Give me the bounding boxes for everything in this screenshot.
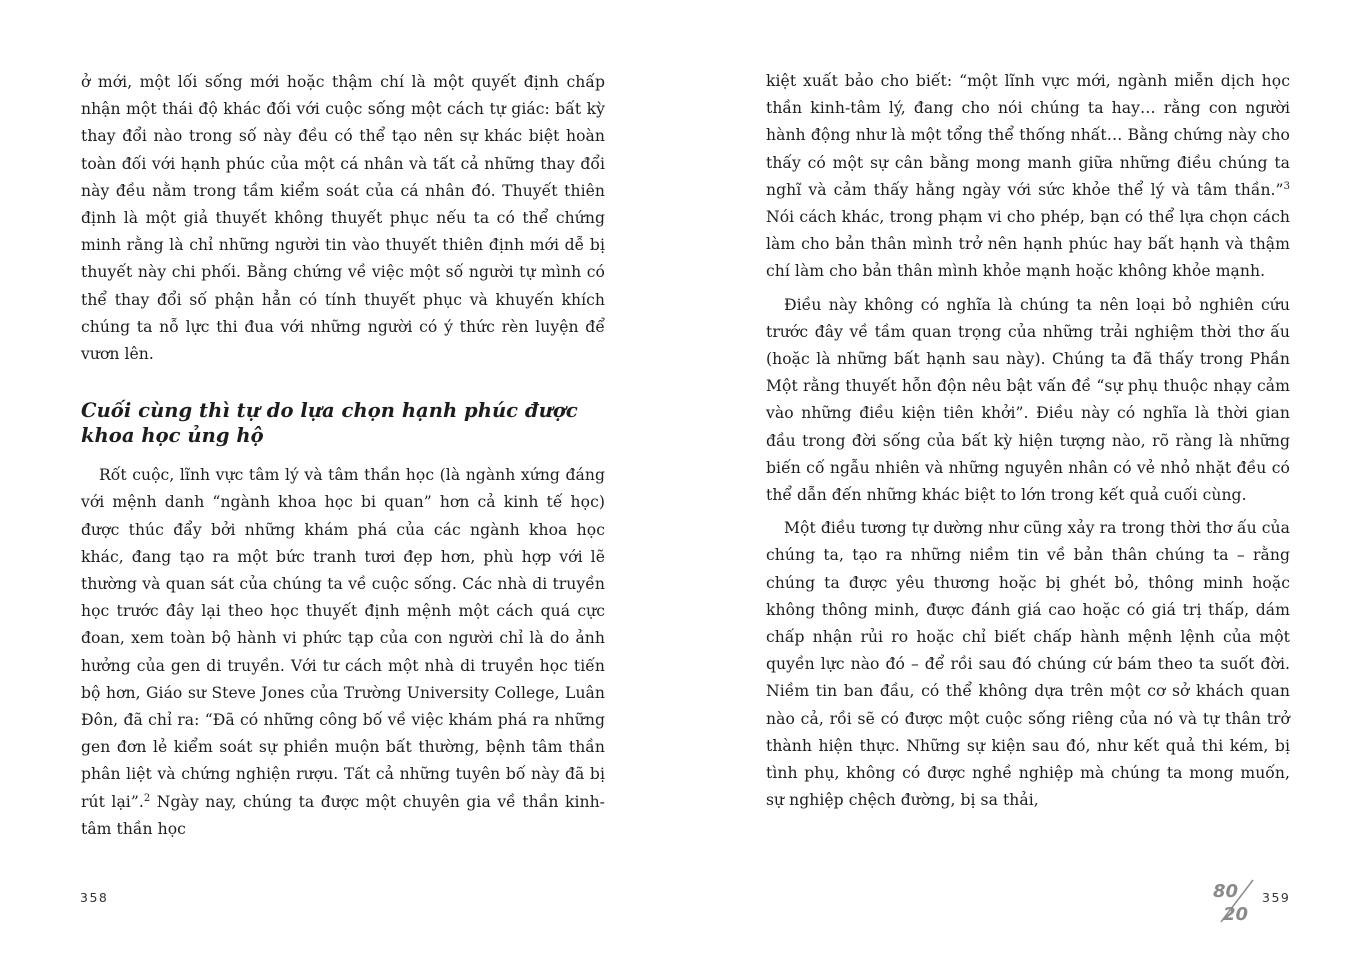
right-paragraph-1-end: Nói cách khác, trong phạm vi cho phép, bạn có thể lựa chọn cách làm cho bản thân mình trở nên hạnh phúc hay bất hạnh và thậm chí làm cho bản thân mình khỏe mạnh hoặc không khỏe mạnh. xyxy=(766,208,1290,281)
section-heading: Cuối cùng thì tự do lựa chọn hạnh phúc được khoa học ủng hộ xyxy=(81,399,578,448)
right-page-text xyxy=(766,68,1290,814)
left-paragraph-2 xyxy=(81,462,605,843)
right-paragraph-1-text: kiệt xuất bảo cho biết: “một lĩnh vực mới, ngành miễn dịch học thần kinh-tâm lý, đang cho nói chúng ta hay… rằng con người hành động như là một tổng thể thống nhất… Bằng chứng này cho thấy có một sự cân bằng mong manh giữa những điều chúng ta nghĩ và cảm thấy hằng ngày với sức khỏe thể lý và tâm thần.” xyxy=(766,72,1290,199)
footnote-marker-2[interactable]: 2 xyxy=(143,792,151,804)
footnote-marker-3[interactable]: 3 xyxy=(1283,180,1290,192)
logo-bottom-number: 20 xyxy=(1223,904,1249,924)
right-page xyxy=(685,0,1370,969)
page-number-right: 359 xyxy=(1262,890,1291,905)
left-paragraph-2-text: Rốt cuộc, lĩnh vực tâm lý và tâm thần học (là ngành xứng đáng với mệnh danh “ngành khoa học bi quan” hơn cả kinh tế học) được thúc đẩy bởi những khám phá của các ngành khoa học khác, đang tạo ra một bức tranh tươi đẹp hơn, phù hợp với lẽ thường và quan sát của chúng ta về cuộc sống. Các nhà di truyền học trước đây lại theo học thuyết định mệnh một cách quá cực đoan, xem toàn bộ hành vi phức tạp của con người chỉ là do ảnh hưởng của gen di truyền. Với tư cách một nhà di truyền học tiến bộ hơn, Giáo sư Steve Jones của Trường University College, Luân Đôn, đã chỉ ra: “Đã có những công bố về việc khám phá ra những gen đơn lẻ kiểm soát sự phiền muộn bất thường, bệnh tâm thần phân liệt và chứng nghiện rượu. Tất cả những tuyên bố này đã bị rút lại”. xyxy=(81,466,605,811)
page-number-left: 358 xyxy=(80,890,109,905)
right-paragraph-2: Điều này không có nghĩa là chúng ta nên loại bỏ nghiên cứu trước đây về tầm quan trọng của những trải nghiệm thời thơ ấu (hoặc là những bất hạnh sau này). Chúng ta đã thấy trong Phần Một rằng thuyết hỗn độn nêu bật vấn đề “sự phụ thuộc nhạy cảm vào những điều kiện tiên khởi”. Điều này có nghĩa là thời gian đầu trong đời sống của bất kỳ hiện tượng nào, rõ ràng là những biến cố ngẫu nhiên và những nguyên nhân có vẻ nhỏ nhặt đều có thể dẫn đến những khác biệt to lớn trong kết quả cuối cùng. xyxy=(766,295,1290,505)
right-paragraph-1 xyxy=(766,68,1290,286)
left-paragraph-1: ở mới, một lối sống mới hoặc thậm chí là một quyết định chấp nhận một thái độ khác đối với cuộc sống một cách tự giác: bất kỳ thay đổi nào trong số này đều có thể tạo nên sự khác biệt hoàn toàn đối với hạnh phúc của một cá nhân và tất cả những thay đổi này đều nằm trong tầm kiểm soát của cá nhân đó. Thuyết thiên định là một giả thuyết không thuyết phục nếu ta có thể chứng minh rằng là chỉ những người tin vào thuyết thiên định mới dễ bị thuyết này chi phối. Bằng chứng về việc một số người tự mình có thể thay đổi số phận hẳn có tính thuyết phục và khuyến khích chúng ta nỗ lực thi đua với những người có ý thức rèn luyện để vươn lên. xyxy=(81,73,605,364)
left-paragraph-2-end: Ngày nay, chúng ta được một chuyên gia về thần kinh-tâm thần học xyxy=(81,792,605,838)
right-paragraph-3: Một điều tương tự dường như cũng xảy ra trong thời thơ ấu của chúng ta, tạo ra những niềm tin về bản thân chúng ta – rằng chúng ta được yêu thương hoặc bị ghét bỏ, thông minh hoặc không thông minh, được đánh giá cao hoặc có giá trị thấp, dám chấp nhận rủi ro hoặc chỉ biết chấp hành mệnh lệnh của một quyền lực nào đó – để rồi sau đó chúng cứ bám theo ta suốt đời. Niềm tin ban đầu, có thể không dựa trên một cơ sở khách quan nào cả, rồi sẽ có được một cuộc sống riêng của nó và tự thân trở thành hiện thực. Những sự kiện sau đó, như kết quả thi kém, bị tình phụ, không có được nghề nghiệp mà chúng ta mong muốn, sự nghiệp chệch đường, bị sa thải, xyxy=(766,519,1290,810)
logo-top-number: 80 xyxy=(1213,881,1239,902)
left-page-text xyxy=(81,69,605,843)
publisher-logo-80-20 xyxy=(1213,878,1263,924)
